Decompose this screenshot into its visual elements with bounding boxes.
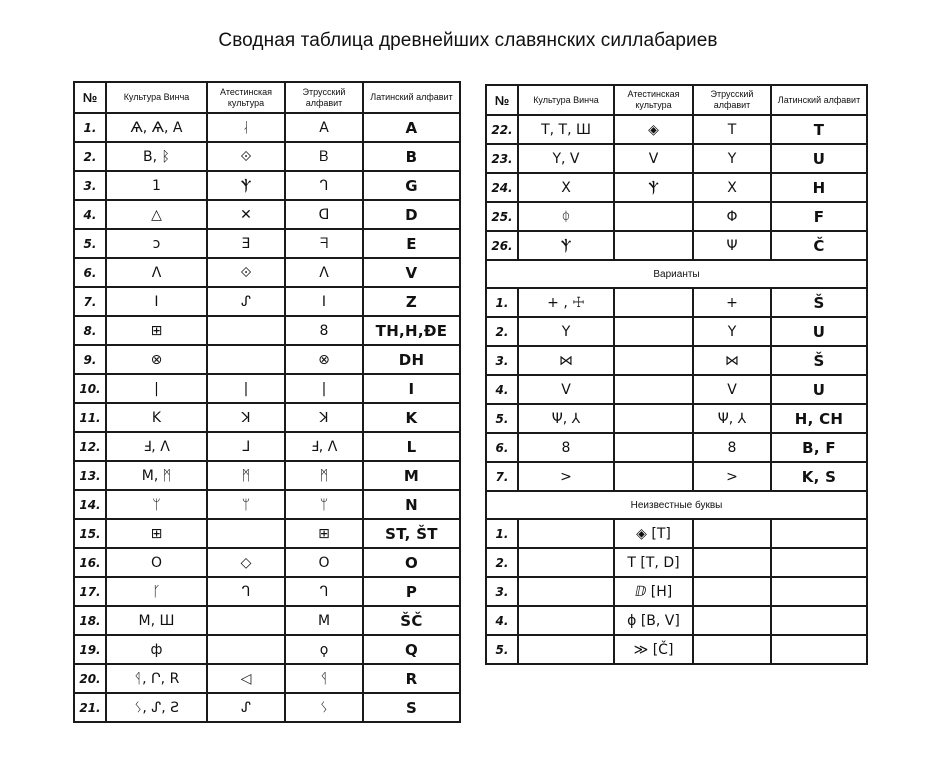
table-row — [486, 519, 867, 548]
atestine-glyph: ᒉ — [207, 577, 285, 606]
row-number: 11. — [74, 403, 106, 432]
table-row — [486, 577, 867, 606]
header-atestine: Атестинская культура — [207, 82, 285, 113]
header-no: № — [486, 85, 518, 115]
table-row — [74, 461, 460, 490]
atestine-glyph: ᛆ — [207, 113, 285, 142]
latin-letter: K, S — [771, 462, 867, 491]
latin-letter: O — [363, 548, 460, 577]
vinca-glyph — [518, 548, 614, 577]
latin-letter: E — [363, 229, 460, 258]
row-number: 2. — [74, 142, 106, 171]
latin-letter: M — [363, 461, 460, 490]
vinca-glyph: I — [106, 287, 207, 316]
latin-letter: U — [771, 375, 867, 404]
atestine-glyph — [614, 231, 693, 260]
header-latin: Латинский алфавит — [363, 82, 460, 113]
latin-letter: D — [363, 200, 460, 229]
latin-letter — [771, 635, 867, 664]
vinca-glyph — [518, 606, 614, 635]
table-row — [486, 606, 867, 635]
row-number: 12. — [74, 432, 106, 461]
vinca-glyph: Y, V — [518, 144, 614, 173]
etruscan-glyph: ᛩ — [285, 664, 363, 693]
atestine-glyph — [614, 288, 693, 317]
atestine-glyph: V — [614, 144, 693, 173]
row-number: 13. — [74, 461, 106, 490]
row-number: 2. — [486, 548, 518, 577]
vinca-glyph: ⊞ — [106, 519, 207, 548]
etruscan-glyph: Y — [693, 144, 771, 173]
row-number: 15. — [74, 519, 106, 548]
table-row — [486, 144, 867, 173]
header-no: № — [74, 82, 106, 113]
etruscan-glyph: ᖷ — [285, 229, 363, 258]
right-table-header — [486, 85, 867, 115]
vinca-glyph: ᛩ, Ր, R — [106, 664, 207, 693]
etruscan-glyph: ⊗ — [285, 345, 363, 374]
latin-letter — [771, 548, 867, 577]
table-row — [486, 288, 867, 317]
atestine-glyph: ꓘ — [207, 403, 285, 432]
etruscan-glyph: Ψ, ⅄ — [693, 404, 771, 433]
etruscan-glyph: ⋈ — [693, 346, 771, 375]
latin-letter: Q — [363, 635, 460, 664]
row-number: 6. — [486, 433, 518, 462]
etruscan-glyph — [693, 635, 771, 664]
latin-letter: N — [363, 490, 460, 519]
latin-letter: B — [363, 142, 460, 171]
atestine-glyph: ᔑ — [207, 693, 285, 722]
row-number: 23. — [486, 144, 518, 173]
vinca-glyph: ᚴ — [106, 577, 207, 606]
atestine-glyph: | — [207, 374, 285, 403]
atestine-glyph: ◈ [T] — [614, 519, 693, 548]
table-row — [74, 345, 460, 374]
row-number: 1. — [486, 519, 518, 548]
table-row — [74, 693, 460, 722]
latin-letter: L — [363, 432, 460, 461]
etruscan-glyph: ᗡ — [285, 200, 363, 229]
atestine-glyph — [614, 346, 693, 375]
latin-letter: F — [771, 202, 867, 231]
atestine-glyph — [614, 433, 693, 462]
row-number: 6. — [74, 258, 106, 287]
vinca-glyph: ⊞ — [106, 316, 207, 345]
latin-letter: P — [363, 577, 460, 606]
row-number: 2. — [486, 317, 518, 346]
vinca-glyph — [518, 635, 614, 664]
atestine-glyph: ⟐ — [207, 258, 285, 287]
atestine-glyph: ◇ — [207, 548, 285, 577]
vinca-glyph: Ⅎ, Λ — [106, 432, 207, 461]
etruscan-glyph: A — [285, 113, 363, 142]
etruscan-glyph: O — [285, 548, 363, 577]
atestine-glyph: Ⲯ — [614, 173, 693, 202]
table-row — [74, 113, 460, 142]
row-number: 1. — [486, 288, 518, 317]
latin-letter: V — [363, 258, 460, 287]
latin-letter: TH,H,ÐE — [363, 316, 460, 345]
vinca-glyph: ⋈ — [518, 346, 614, 375]
row-number: 22. — [486, 115, 518, 144]
atestine-glyph: Ǝ — [207, 229, 285, 258]
row-number: 9. — [74, 345, 106, 374]
vinca-glyph: ᐱ — [106, 258, 207, 287]
row-number: 3. — [74, 171, 106, 200]
header-vinca: Культура Винча — [518, 85, 614, 115]
latin-letter: G — [363, 171, 460, 200]
atestine-glyph: ⅅ [H] — [614, 577, 693, 606]
left-table-header — [74, 82, 460, 113]
vinca-glyph: 1 — [106, 171, 207, 200]
vinca-glyph: T, T, Ш — [518, 115, 614, 144]
table-row — [486, 404, 867, 433]
etruscan-glyph: ⊞ — [285, 519, 363, 548]
left-syllabary-table — [73, 81, 461, 723]
vinca-glyph — [518, 519, 614, 548]
atestine-glyph — [614, 317, 693, 346]
table-row — [74, 403, 460, 432]
etruscan-glyph: | — [285, 374, 363, 403]
row-number: 3. — [486, 577, 518, 606]
latin-letter: B, F — [771, 433, 867, 462]
page-title: Сводная таблица древнейших славянских силлабариев — [218, 30, 718, 51]
table-row — [74, 287, 460, 316]
etruscan-glyph: 8 — [285, 316, 363, 345]
vinca-glyph: △ — [106, 200, 207, 229]
table-row — [486, 115, 867, 144]
vinca-glyph: Ψ, ⅄ — [518, 404, 614, 433]
etruscan-glyph: X — [693, 173, 771, 202]
table-row — [74, 200, 460, 229]
right-table-body — [486, 115, 867, 260]
unknown-table-body — [486, 519, 867, 664]
header-etruscan: Этрусский алфавит — [693, 85, 771, 115]
atestine-glyph: ᛗ — [207, 461, 285, 490]
etruscan-glyph: ᛗ — [285, 461, 363, 490]
table-row — [486, 548, 867, 577]
table-row — [486, 375, 867, 404]
left-table-body — [74, 113, 460, 722]
table-row — [486, 462, 867, 491]
unknown-section-row — [486, 491, 867, 519]
table-row — [74, 171, 460, 200]
atestine-glyph — [207, 635, 285, 664]
vinca-glyph: M, ᛗ — [106, 461, 207, 490]
row-number: 7. — [74, 287, 106, 316]
etruscan-glyph: M — [285, 606, 363, 635]
variants-section-row — [486, 260, 867, 288]
vinca-glyph: ⊗ — [106, 345, 207, 374]
vinca-glyph: ᛘ — [106, 490, 207, 519]
row-number: 4. — [74, 200, 106, 229]
vinca-glyph: ф — [106, 635, 207, 664]
etruscan-glyph: ᐱ — [285, 258, 363, 287]
header-vinca: Культура Винча — [106, 82, 207, 113]
table-row — [74, 606, 460, 635]
atestine-glyph: ◁ — [207, 664, 285, 693]
row-number: 8. — [74, 316, 106, 345]
table-row — [486, 202, 867, 231]
vinca-glyph: | — [106, 374, 207, 403]
row-number: 5. — [486, 404, 518, 433]
atestine-glyph: Ⲯ — [207, 171, 285, 200]
etruscan-glyph — [693, 519, 771, 548]
row-number: 4. — [486, 375, 518, 404]
latin-letter — [771, 606, 867, 635]
etruscan-glyph — [693, 577, 771, 606]
vinca-glyph: B, ᛒ — [106, 142, 207, 171]
etruscan-glyph: V — [693, 375, 771, 404]
vinca-glyph: 8 — [518, 433, 614, 462]
latin-letter: H — [771, 173, 867, 202]
row-number: 24. — [486, 173, 518, 202]
etruscan-glyph: I — [285, 287, 363, 316]
row-number: 1. — [74, 113, 106, 142]
latin-letter: H, CH — [771, 404, 867, 433]
row-number: 5. — [486, 635, 518, 664]
atestine-glyph — [614, 375, 693, 404]
row-number: 21. — [74, 693, 106, 722]
atestine-glyph — [207, 519, 285, 548]
latin-letter: T — [771, 115, 867, 144]
row-number: 14. — [74, 490, 106, 519]
atestine-glyph — [614, 462, 693, 491]
atestine-glyph: ᒧ — [207, 432, 285, 461]
table-row — [74, 635, 460, 664]
atestine-glyph — [207, 606, 285, 635]
etruscan-glyph: Φ — [693, 202, 771, 231]
row-number: 19. — [74, 635, 106, 664]
etruscan-glyph: + — [693, 288, 771, 317]
table-row — [74, 374, 460, 403]
header-etruscan: Этрусский алфавит — [285, 82, 363, 113]
table-row — [486, 346, 867, 375]
atestine-glyph: ᛘ — [207, 490, 285, 519]
row-number: 4. — [486, 606, 518, 635]
latin-letter: A — [363, 113, 460, 142]
table-row — [486, 173, 867, 202]
latin-letter: U — [771, 144, 867, 173]
table-row — [74, 664, 460, 693]
atestine-glyph: ϕ [B, V] — [614, 606, 693, 635]
vinca-glyph: > — [518, 462, 614, 491]
table-row — [74, 142, 460, 171]
vinca-glyph: V — [518, 375, 614, 404]
row-number: 3. — [486, 346, 518, 375]
etruscan-glyph: ꓘ — [285, 403, 363, 432]
vinca-glyph: Ⲯ — [518, 231, 614, 260]
vinca-glyph: ↄ — [106, 229, 207, 258]
latin-letter: Š — [771, 346, 867, 375]
vinca-glyph: O — [106, 548, 207, 577]
variants-label: Варианты — [486, 260, 867, 288]
latin-letter: Z — [363, 287, 460, 316]
atestine-glyph: ◈ — [614, 115, 693, 144]
row-number: 17. — [74, 577, 106, 606]
right-syllabary-table — [485, 84, 868, 665]
row-number: 7. — [486, 462, 518, 491]
latin-letter — [771, 577, 867, 606]
etruscan-glyph: Y — [693, 317, 771, 346]
vinca-glyph — [518, 577, 614, 606]
vinca-glyph: ᛊ, ᔑ, Ƨ — [106, 693, 207, 722]
row-number: 10. — [74, 374, 106, 403]
table-row — [486, 317, 867, 346]
atestine-glyph: ≫ [Č] — [614, 635, 693, 664]
etruscan-glyph: Ⅎ, Λ — [285, 432, 363, 461]
atestine-glyph: ✕ — [207, 200, 285, 229]
latin-letter: ST, ŠT — [363, 519, 460, 548]
table-row — [486, 433, 867, 462]
atestine-glyph: ᔑ — [207, 287, 285, 316]
latin-letter: I — [363, 374, 460, 403]
vinca-glyph: + , ☩ — [518, 288, 614, 317]
table-row — [74, 548, 460, 577]
etruscan-glyph: Ᏼ — [285, 142, 363, 171]
row-number: 16. — [74, 548, 106, 577]
variants-table-body — [486, 288, 867, 491]
row-number: 20. — [74, 664, 106, 693]
row-number: 26. — [486, 231, 518, 260]
etruscan-glyph: ᒉ — [285, 577, 363, 606]
etruscan-glyph: ϙ — [285, 635, 363, 664]
etruscan-glyph: Ψ — [693, 231, 771, 260]
table-row — [74, 490, 460, 519]
etruscan-glyph — [693, 548, 771, 577]
latin-letter: S — [363, 693, 460, 722]
atestine-glyph — [207, 316, 285, 345]
table-row — [74, 229, 460, 258]
latin-letter: U — [771, 317, 867, 346]
unknown-letters-label: Неизвестные буквы — [486, 491, 867, 519]
table-row — [74, 258, 460, 287]
table-row — [486, 231, 867, 260]
etruscan-glyph: ᒉ — [285, 171, 363, 200]
latin-letter: K — [363, 403, 460, 432]
row-number: 5. — [74, 229, 106, 258]
row-number: 25. — [486, 202, 518, 231]
atestine-glyph — [614, 404, 693, 433]
latin-letter: Č — [771, 231, 867, 260]
atestine-glyph — [207, 345, 285, 374]
vinca-glyph: Ѧ, Ѧ, A — [106, 113, 207, 142]
etruscan-glyph: ᛘ — [285, 490, 363, 519]
atestine-glyph — [614, 202, 693, 231]
vinca-glyph: ᛰ — [518, 202, 614, 231]
vinca-glyph: M, Ш — [106, 606, 207, 635]
latin-letter — [771, 519, 867, 548]
latin-letter: R — [363, 664, 460, 693]
etruscan-glyph: T — [693, 115, 771, 144]
etruscan-glyph: > — [693, 462, 771, 491]
vinca-glyph: Y — [518, 317, 614, 346]
table-row — [74, 577, 460, 606]
etruscan-glyph: 8 — [693, 433, 771, 462]
etruscan-glyph: ᛊ — [285, 693, 363, 722]
atestine-glyph: T [T, D] — [614, 548, 693, 577]
latin-letter: DH — [363, 345, 460, 374]
header-latin: Латинский алфавит — [771, 85, 867, 115]
vinca-glyph: X — [518, 173, 614, 202]
latin-letter: ŠČ — [363, 606, 460, 635]
table-row — [74, 519, 460, 548]
atestine-glyph: ⟐ — [207, 142, 285, 171]
row-number: 18. — [74, 606, 106, 635]
table-row — [74, 316, 460, 345]
table-row — [486, 635, 867, 664]
latin-letter: Š — [771, 288, 867, 317]
etruscan-glyph — [693, 606, 771, 635]
vinca-glyph: K — [106, 403, 207, 432]
table-row — [74, 432, 460, 461]
header-atestine: Атестинская культура — [614, 85, 693, 115]
